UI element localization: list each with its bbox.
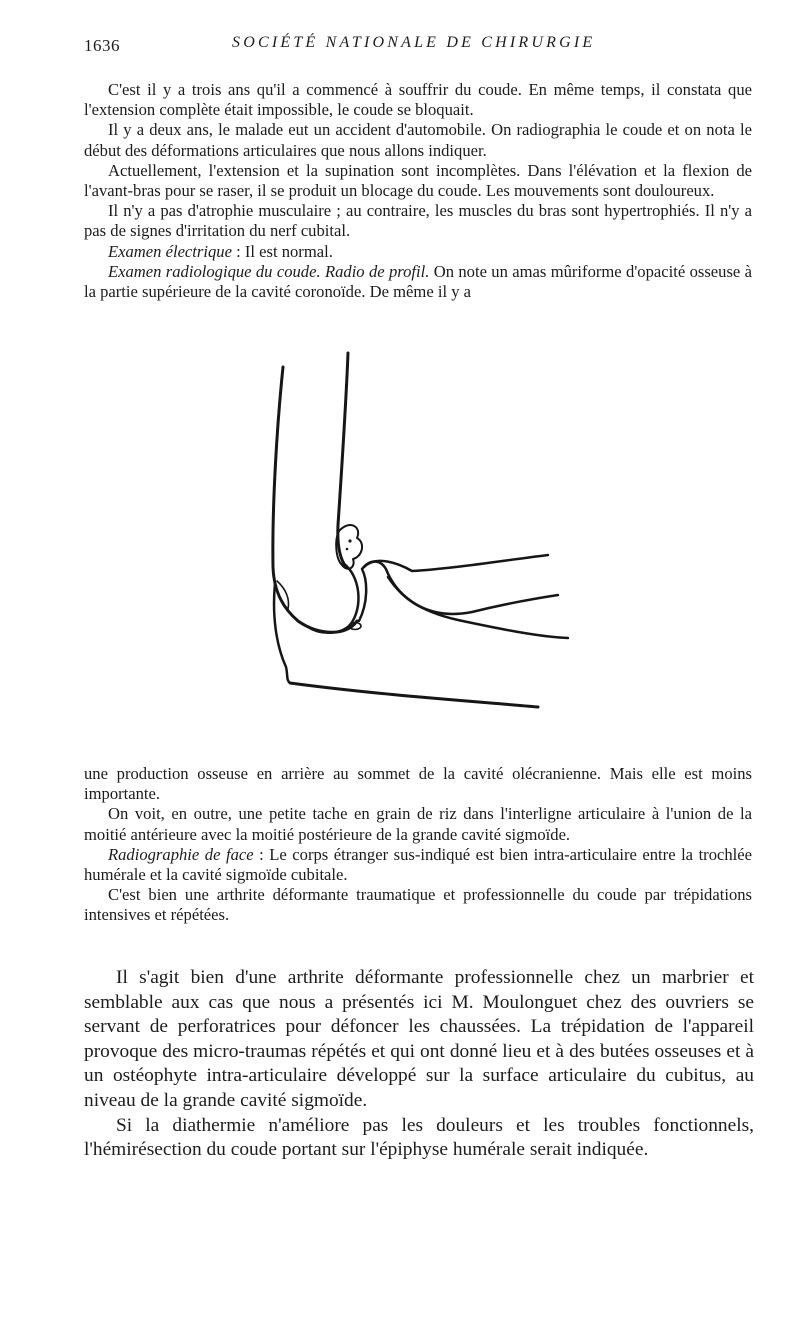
paragraph: Il s'agit bien d'une arthrite déformante professionnelle chez un marbrier et semblable aux cas que nous a présentés ici M. Moulonguet chez des ouvriers se servant de perforatrices pour défoncer les chaussées. La trépidation de l'appareil provoque des micro-traumas répétés et qui ont donné lieu et à des butées osseuses et à un ostéophyte intra-articulaire développé sur la surface articulaire du cubitus, au niveau de la grande cavité sigmoïde. <box>84 967 754 1111</box>
exam-text: On note un amas mûriforme d'opacité osseuse à la partie supérieure de la cavité coronoïde. De même il y a <box>84 261 752 302</box>
paragraph: C'est bien une arthrite déformante traumatique et professionnelle du coude par trépidations intensives et répétées. <box>84 885 752 925</box>
paragraph <box>84 242 752 262</box>
radius-upper-border <box>364 555 548 571</box>
paragraph: une production osseuse en arrière au sommet de la cavité olécranienne. Mais elle est moins importante. <box>84 764 752 804</box>
exam-text: : Le corps étranger sus-indiqué est bien intra-articulaire entre la trochlée humérale et la cavité sigmoïde cubitale. <box>84 844 753 885</box>
exam-label: Examen électrique <box>108 241 232 261</box>
humerus-anterior-outline <box>338 353 348 567</box>
running-title: SOCIÉTÉ NATIONALE DE CHIRURGIE <box>232 34 596 51</box>
bony-mass-granule <box>346 548 349 551</box>
exam-text: : Il est normal. <box>231 241 333 261</box>
trochlea-outline <box>308 563 358 633</box>
ulna-lower-border <box>290 683 538 707</box>
elbow-radiograph-figure <box>260 345 580 725</box>
paragraph: On voit, en outre, une petite tache en grain de riz dans l'interligne articulaire à l'union de la moitié antérieure avec la moitié postérieure de la grande cavité sigmoïde. <box>84 804 752 844</box>
exam-label: Examen radiologique du coude. Radio de profil. <box>108 261 430 281</box>
case-report-continued <box>84 764 752 926</box>
paragraph: Il n'y a pas d'atrophie musculaire ; au contraire, les muscles du bras sont hypertrophiés. Il n'y a pas de signes d'irritation du nerf cubital. <box>84 201 752 241</box>
running-header <box>84 34 752 58</box>
radius-lower-border <box>388 577 558 614</box>
paragraph <box>84 845 752 885</box>
paragraph: C'est il y a trois ans qu'il a commencé à souffrir du coude. En même temps, il constata que l'extension complète était impossible, le coude se bloquait. <box>84 80 752 120</box>
case-report-top <box>84 80 752 302</box>
exam-label: Radiographie de face <box>108 844 254 864</box>
bony-mass-granule <box>348 539 351 542</box>
paragraph <box>84 262 752 302</box>
elbow-line-drawing <box>260 345 580 725</box>
paragraph: Actuellement, l'extension et la supination sont incomplètes. Dans l'élévation et la flexion de l'avant-bras pour se raser, il se produit un blocage du coude. Les mouvements sont douloureux. <box>84 160 752 201</box>
paragraph: Si la diathermie n'améliore pas les douleurs et les troubles fonctionnels, l'hémirésection du coude portant sur l'épiphyse humérale serait indiquée. <box>84 1114 754 1161</box>
paragraph: Il y a deux ans, le malade eut un accident d'automobile. On radiographia le coude et on nota le début des déformations articulaires que nous allons indiquer. <box>84 120 752 160</box>
discussion-text <box>84 966 754 1163</box>
page-number: 1636 <box>84 36 120 55</box>
